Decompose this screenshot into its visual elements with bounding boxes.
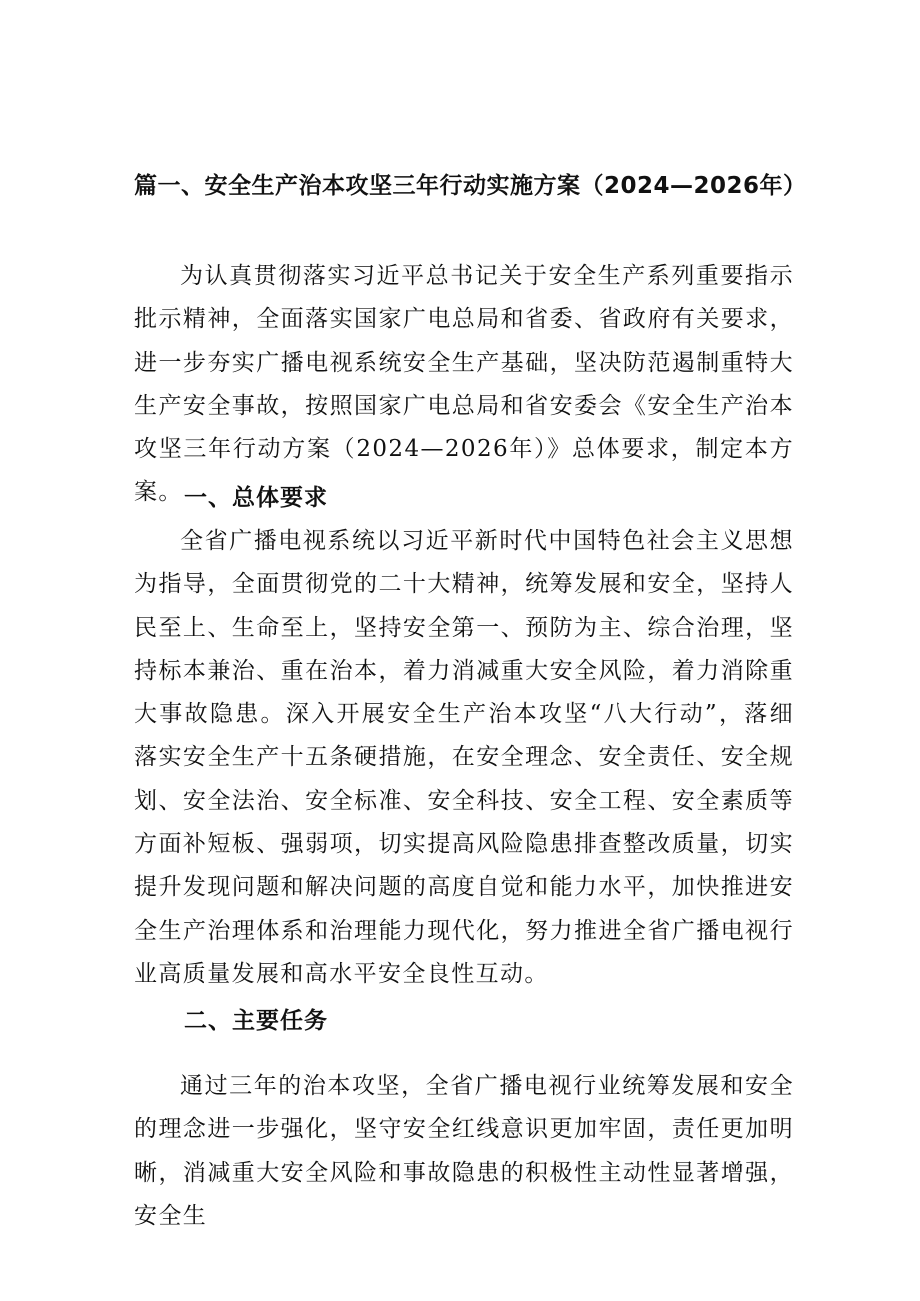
intro-paragraph: 为认真贯彻落实习近平总书记关于安全生产系列重要指示批示精神，全面落实国家广电总局和省委、省政府有关要求，进一步夯实广播电视系统安全生产基础，坚决防范遏制重特大生产安全事故，按照国家广电总局和省安委会《安全生产治本攻坚三年行动方案（2024—2026年）》总体要求，制定本方案。 bbox=[134, 263, 794, 506]
section-heading-general-requirements: 一、总体要求 bbox=[184, 485, 328, 511]
document-title: 篇一、安全生产治本攻坚三年行动实施方案（2024—2026年） bbox=[134, 173, 807, 199]
section-paragraph-main-tasks: 通过三年的治本攻坚，全省广播电视行业统筹发展和安全的理念进一步强化，坚守安全红线意识更加牢固，责任更加明晰，消减重大安全风险和事故隐患的积极性主动性显著增强，安全生 bbox=[134, 1073, 794, 1229]
section-heading-main-tasks: 二、主要任务 bbox=[184, 1008, 328, 1034]
section-paragraph-general-requirements: 全省广播电视系统以习近平新时代中国特色社会主义思想为指导，全面贯彻党的二十大精神，统筹发展和安全，坚持人民至上、生命至上，坚持安全第一、预防为主、综合治理，坚持标本兼治、重在治本，着力消减重大安全风险，着力消除重大事故隐患。深入开展安全生产治本攻坚“八大行动”，落细落实安全生产十五条硬措施，在安全理念、安全责任、安全规划、安全法治、安全标准、安全科技、安全工程、安全素质等方面补短板、强弱项，切实提高风险隐患排查整改质量，切实提升发现问题和解决问题的高度自觉和能力水平，加快推进安全生产治理体系和治理能力现代化，努力推进全省广播电视行业高质量发展和高水平安全良性互动。 bbox=[134, 528, 794, 987]
